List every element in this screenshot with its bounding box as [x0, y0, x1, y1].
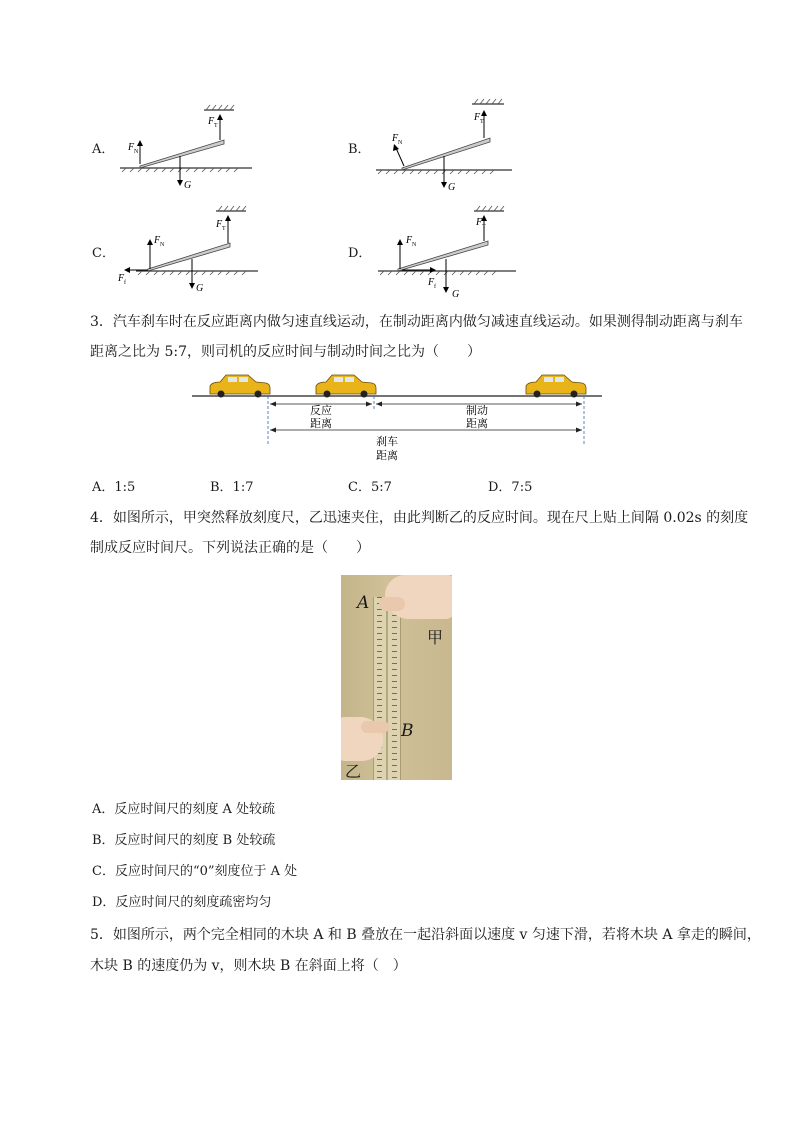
fn-label: F — [406, 235, 413, 246]
q4-option-c[interactable]: C．反应时间尺的“0”刻度位于 A 处 — [92, 864, 298, 879]
stopping-label-2: 距离 — [376, 450, 398, 462]
option-label: C． — [92, 246, 115, 261]
fn-label: F — [128, 142, 135, 153]
force-diagram-b — [372, 98, 512, 194]
braking-distance-figure — [190, 366, 610, 466]
q3-option-b[interactable]: B．1:7 — [210, 480, 254, 495]
q3-option-d[interactable]: D．7:5 — [488, 480, 533, 495]
car-3-icon — [526, 375, 586, 398]
ft-label: F — [476, 217, 483, 228]
q4-option-b[interactable]: B．反应时间尺的刻度 B 处较疏 — [92, 833, 276, 848]
svg-text:T: T — [480, 119, 484, 125]
reaction-ruler-photo — [341, 575, 452, 780]
svg-text:f: f — [124, 280, 126, 286]
label-yi: 乙 — [345, 762, 362, 780]
stopping-label-1: 刹车 — [376, 436, 398, 448]
q5-stem-line2: 木块 B 的速度仍为 v，则木块 B 在斜面上将（ ） — [90, 958, 407, 974]
ft-label: F — [474, 112, 481, 123]
svg-text:N: N — [412, 242, 417, 248]
force-diagram-d — [370, 205, 520, 301]
car-2-icon — [316, 375, 376, 398]
q4-stem-line2: 制成反应时间尺。下列说法正确的是（ ） — [90, 540, 370, 556]
g-label: G — [452, 289, 460, 300]
svg-text:T: T — [482, 224, 486, 230]
fn-label: F — [392, 133, 399, 144]
g-label: G — [184, 180, 192, 191]
svg-text:N: N — [160, 242, 165, 248]
q3-stem-line2: 距离之比为 5:7，则司机的反应时间与制动时间之比为（ ） — [90, 344, 481, 360]
svg-text:T: T — [214, 123, 218, 129]
svg-text:N: N — [398, 140, 403, 146]
car-1-icon — [210, 375, 270, 398]
finger-yi — [361, 721, 389, 733]
svg-text:T: T — [222, 226, 226, 232]
reaction-label-1: 反应 — [310, 405, 332, 417]
svg-text:N: N — [134, 149, 139, 155]
label-a: A — [357, 593, 370, 613]
ff-label: F — [118, 273, 125, 284]
q4-stem-line1: 4．如图所示，甲突然释放刻度尺，乙迅速夹住，由此判断乙的反应时间。现在尺上贴上间隔 0.02s 的刻度 — [90, 510, 749, 526]
ff-label: F — [428, 277, 435, 288]
g-label: G — [196, 283, 204, 294]
finger-jia — [379, 597, 405, 611]
option-label: D． — [348, 246, 372, 261]
label-b: B — [401, 721, 414, 741]
force-diagram-c — [112, 205, 262, 297]
q3-stem-line1: 3．汽车刹车时在反应距离内做匀速直线运动，在制动距离内做匀减速直线运动。如果测得制动距离与刹车 — [90, 314, 743, 330]
force-diagram-a — [112, 102, 252, 194]
q4-option-a[interactable]: A．反应时间尺的刻度 A 处较疏 — [92, 802, 276, 817]
ft-label: F — [216, 219, 223, 230]
braking-label-2: 距离 — [466, 418, 488, 430]
q5-stem-line1: 5．如图所示，两个完全相同的木块 A 和 B 叠放在一起沿斜面以速度 v 匀速下滑，若将木块 A 拿走的瞬间， — [90, 927, 761, 943]
q3-option-c[interactable]: C．5:7 — [348, 480, 392, 495]
ft-label: F — [208, 116, 215, 127]
q4-option-d[interactable]: D．反应时间尺的刻度疏密均匀 — [92, 895, 272, 910]
svg-text:f: f — [434, 284, 436, 290]
option-label: B． — [348, 142, 371, 157]
g-label: G — [448, 182, 456, 193]
braking-label-1: 制动 — [466, 405, 488, 417]
fn-label: F — [154, 235, 161, 246]
reaction-label-2: 距离 — [310, 418, 332, 430]
q3-option-a[interactable]: A．1:5 — [92, 480, 136, 495]
option-label: A． — [92, 142, 115, 157]
label-jia: 甲 — [427, 628, 444, 647]
